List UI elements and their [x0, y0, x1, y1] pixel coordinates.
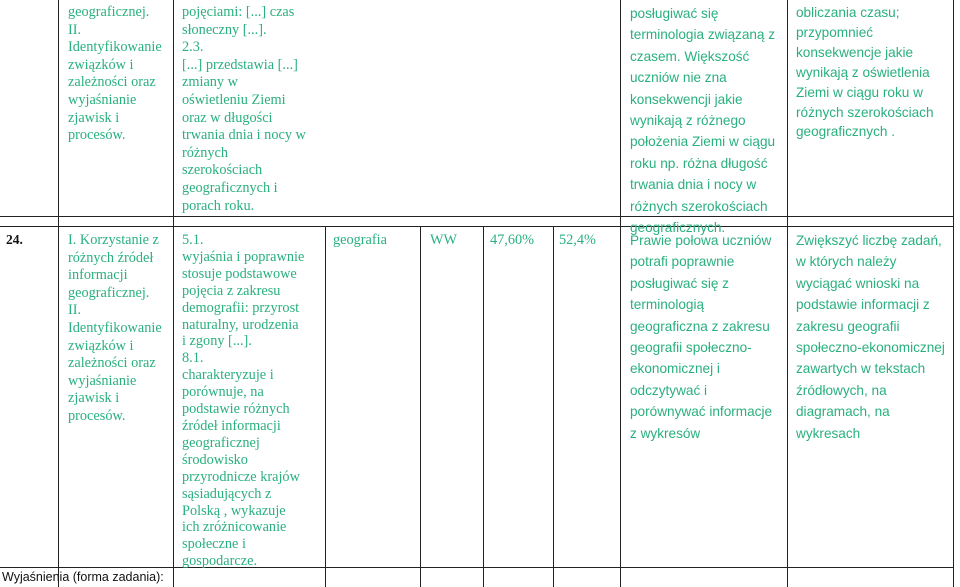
top-row-conclusions-cell — [630, 3, 786, 238]
row24-percent-incorrect: 52,4% — [559, 232, 596, 248]
grid-line — [953, 0, 954, 587]
grid-line — [0, 216, 954, 217]
top-row-recommendations-text: obliczania czasu; przypomnieć konsekwencje jakie wynikają z oświetlenia Ziemi w ciągu roku w różnych szerokościach geograficznych . — [796, 5, 934, 140]
grid-line — [620, 0, 621, 587]
top-row-curriculum-cell — [182, 4, 324, 215]
row24-requirements-text: I. Korzystanie z różnych źródeł informacji geograficznej. II. Identyfikowanie związków i zależności oraz wyjaśnianie zjawisk i procesów. — [68, 232, 162, 424]
row24-task-code: WW — [430, 232, 457, 248]
grid-line — [420, 226, 421, 587]
grid-line — [483, 226, 484, 587]
row24-conclusions-cell — [630, 230, 786, 444]
row24-conclusions-text: Prawie połowa uczniów potrafi poprawnie posługiwać się z terminologią geograficzna z zakresu geografii społeczno- ekonomicznej i odczytywać i porównywać informacje z wykresów — [630, 233, 773, 441]
grid-line — [553, 226, 554, 587]
task-number: 24. — [6, 232, 23, 247]
grid-line — [58, 0, 59, 587]
row24-curriculum-cell — [182, 232, 324, 570]
grid-line — [0, 226, 954, 227]
row24-percent-correct: 47,60% — [490, 232, 535, 248]
row24-recommendations-cell — [796, 230, 953, 444]
grid-line — [173, 0, 174, 587]
grid-line — [787, 0, 788, 587]
top-row-requirements-cell — [68, 4, 172, 145]
row24-curriculum-text: 5.1. wyjaśnia i poprawnie stosuje podstawowe pojęcia z zakresu demografii: przyrost naturalny, urodzenia i zgony [...]. 8.1. charakteryzuje i porównuje, na podstawie różnych źródeł informacji geograficznej środowisko przyrodnicze krajów sąsiadujących z Polską , wykazuje ich zróżnicowanie społeczne i gospodarcze. — [182, 232, 305, 570]
footer-note: Wyjaśnienia (forma zadania): — [2, 570, 164, 584]
grid-line — [325, 226, 326, 587]
top-row-curriculum-text: pojęciami: [...] czas słoneczny [...]. 2.3. [...] przedstawia [...] zmiany w oświetleniu Ziemi oraz w długości trwania dnia i nocy w różnych szerokościach geograficznych i porach roku. — [182, 4, 306, 214]
row24-requirements-cell — [68, 232, 172, 426]
grid-line — [0, 567, 954, 568]
row24-recommendations-text: Zwiększyć liczbę zadań, w których należy wyciągać wnioski na podstawie informacji z zakresu geografii społeczno-ekonomicznej zawartych w tekstach źródłowych, na diagramach, na wykresach — [796, 233, 945, 441]
top-row-conclusions-text: posługiwać się terminologia związaną z czasem. Większość uczniów nie zna konsekwencji jakie wynikają z różnego położenia Ziemi w ciągu roku np. różna długość trwania dnia i nocy w różnych szerokościach geograficznych. — [630, 6, 776, 236]
top-row-recommendations-cell — [796, 3, 953, 142]
top-row-requirements-text: geograficznej. II. Identyfikowanie związków i zależności oraz wyjaśnianie zjawisk i procesów. — [68, 4, 162, 144]
row24-subject: geografia — [333, 232, 387, 248]
